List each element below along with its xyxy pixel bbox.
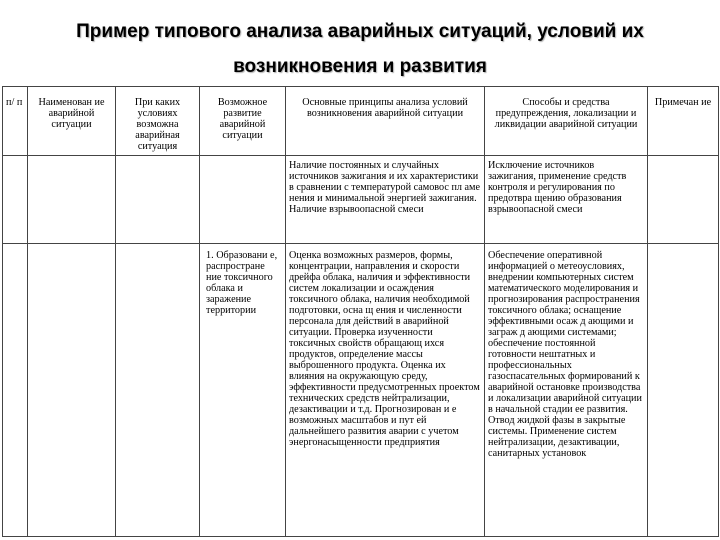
table-row xyxy=(3,156,719,244)
table-cell-development: 1. Образовани е, распростране ние токсичного облака и заражение территории xyxy=(200,244,286,537)
table-cell xyxy=(200,156,286,244)
header-prevention-methods: Способы и средства предупреждения, локализации и ликвидации аварийной ситуации xyxy=(485,87,648,156)
table-cell xyxy=(116,156,200,244)
table-cell xyxy=(648,244,719,537)
table-cell-prevention: Исключение источников зажигания, применение средств контроля и регулирования по предотвра щению образования взрывоопасной смеси xyxy=(485,156,648,244)
table-cell xyxy=(3,244,28,537)
table-cell-prevention: Обеспечение оперативной информацией о метеоусловиях, внедрении компьютерных систем математического моделирования и прогнозирования распространения токсичного облака; оснащение эффективными осаж д ающими и заграж д ающими системами; обеспечение постоянной готовности нештатных и профессиональных газоспасательных формирований к аварийной остановке производства и локализации аварийной ситуации в начальной стадии ее развития. Отвод жидкой фазы в закрытые системы. Применение систем нейтрализации, дезактивации, санитарных установок xyxy=(485,244,648,537)
header-situation-name: Наименован ие аварийной ситуации xyxy=(28,87,116,156)
header-development: Возможное развитие аварийной ситуации xyxy=(200,87,286,156)
page-title xyxy=(0,14,720,84)
table-row xyxy=(3,244,719,537)
table-header-row xyxy=(3,87,719,156)
table-cell-analysis: Наличие постоянных и случайных источников зажигания и их характеристики в сравнении с температурой самовос пл аме нения и минимальной энергией зажигания. Наличие взрывоопасной смеси xyxy=(286,156,485,244)
table-cell xyxy=(648,156,719,244)
table-cell xyxy=(116,244,200,537)
page-title-line2: возникновения и развития xyxy=(233,56,487,77)
header-conditions: При каких условиях возможна аварийная ситуация xyxy=(116,87,200,156)
header-number: п/ п xyxy=(3,87,28,156)
table-cell xyxy=(28,156,116,244)
table-cell-analysis: Оценка возможных размеров, формы, концентрации, направления и скорости дрейфа облака, наличия и эффективности систем локализации и осаждения токсичного облака, наличия необходимой подготовки, осна щ ения и численности персонала для действий в аварийной ситуации. Проверка изученности токсичных свойств обращающ ихся продуктов, определение массы выброшенного продукта. Оценка их влияния на окружающую среду, эффективности предусмотренных проектом технических средств нейтрализации, дезактивации и т.д. Прогнозирован и е возможных масштабов и пут ей дальнейшего развития аварии с учетом энергонасыщенности предприятия xyxy=(286,244,485,537)
analysis-table xyxy=(2,86,719,537)
page-title-line1: Пример типового анализа аварийных ситуаций, условий их xyxy=(76,21,644,42)
table-cell xyxy=(28,244,116,537)
header-analysis-principles: Основные принципы анализа условий возникновения аварийной ситуации xyxy=(286,87,485,156)
table-cell xyxy=(3,156,28,244)
header-notes: Примечан ие xyxy=(648,87,719,156)
